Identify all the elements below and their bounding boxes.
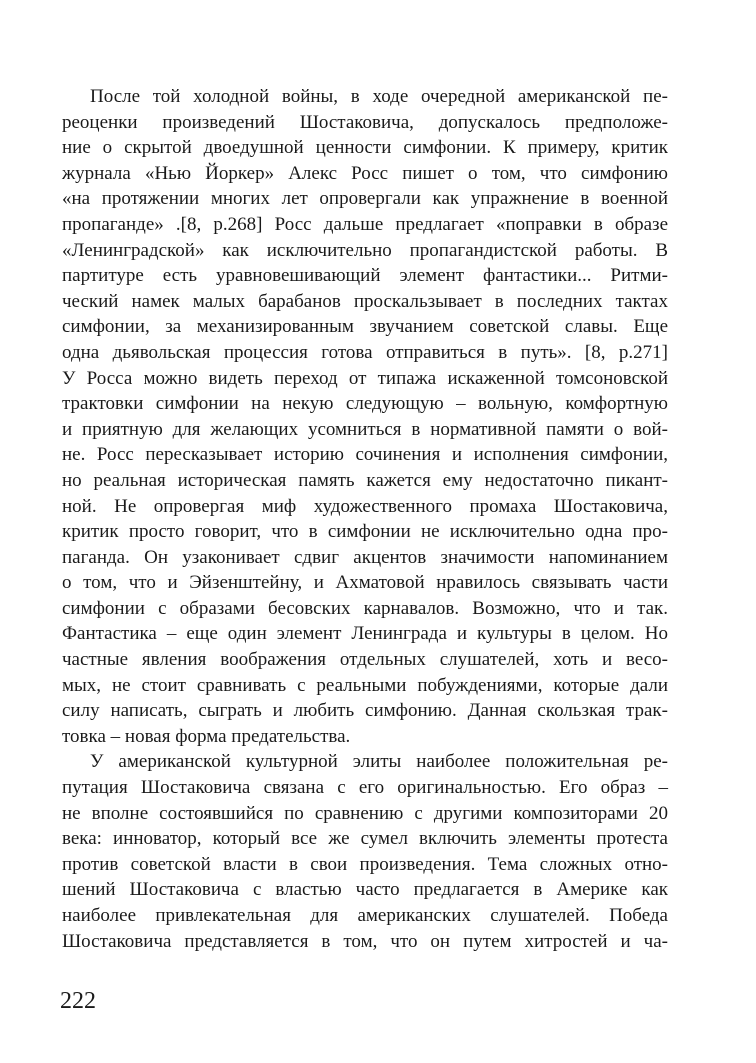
text-line: о том, что и Эйзенштейну, и Ахматовой нравилось связывать части <box>62 572 668 594</box>
text-line: ной. Не опровергая миф художественного промаха Шостаковича, <box>62 495 668 517</box>
text-line: наиболее привлекательная для американских слушателей. Победа <box>62 905 668 926</box>
text-line: У американской культурной элиты наиболее положительная ре- <box>90 751 668 773</box>
text-line: одна дьявольская процессия готова отправиться в путь». [8, p.271] <box>62 341 668 363</box>
text-line: шений Шостаковича с властью часто предлагается в Америке как <box>62 879 668 901</box>
text-line: симфонии с образами бесовских карнавалов. Возможно, что и так. <box>62 597 668 619</box>
text-line: путация Шостаковича связана с его оригинальностью. Его образ – <box>62 777 668 799</box>
text-line: но реальная историческая память кажется ему недостаточно пикант- <box>62 469 668 491</box>
text-line: против советской власти в свои произведения. Тема сложных отно- <box>62 853 668 875</box>
text-line: симфонии, за механизированным звучанием советской славы. Еще <box>62 316 668 338</box>
paragraph-1 <box>62 84 668 749</box>
text-line: века: инноватор, который все же сумел включить элементы протеста <box>62 828 668 850</box>
page-number: 222 <box>60 988 96 1014</box>
paragraph-2 <box>62 749 668 954</box>
text-line: трактовки симфонии на некую следующую – вольную, комфортную <box>62 393 668 415</box>
text-line: пропаганде» .[8, p.268] Росс дальше предлагает «поправки в образе <box>62 213 668 235</box>
text-line: и приятную для желающих усомниться в нормативной памяти о вой- <box>62 418 668 440</box>
body-text <box>62 84 668 954</box>
text-line: ческий намек малых барабанов проскальзывает в последних тактах <box>62 290 668 312</box>
text-line: После той холодной войны, в ходе очередной американской пе- <box>90 86 668 107</box>
text-line: партитуре есть уравновешивающий элемент фантастики... Ритми- <box>62 265 668 287</box>
text-line: журнала «Нью Йоркер» Алекс Росс пишет о том, что симфонию <box>62 162 668 184</box>
text-line: не вполне состоявшийся по сравнению с другими композиторами 20 <box>62 802 668 824</box>
text-line: «на протяжении многих лет опровергали как упражнение в военной <box>62 188 668 210</box>
text-line: ние о скрытой двоедушной ценности симфонии. К примеру, критик <box>62 137 668 159</box>
text-line: критик просто говорит, что в симфонии не исключительно одна про- <box>62 521 668 543</box>
text-line: Фантастика – еще один элемент Ленинграда и культуры в целом. Но <box>62 623 668 645</box>
text-line: мых, не стоит сравнивать с реальными побуждениями, которые дали <box>62 674 668 696</box>
text-line: не. Росс пересказывает историю сочинения и исполнения симфонии, <box>62 444 668 466</box>
text-line: паганда. Он узаконивает сдвиг акцентов значимости напоминанием <box>62 546 668 568</box>
text-line: Шостаковича представляется в том, что он путем хитростей и ча- <box>62 930 668 952</box>
text-line: реоценки произведений Шостаковича, допускалось предположе- <box>62 111 668 133</box>
text-line: частные явления воображения отдельных слушателей, хоть и весо- <box>62 649 668 671</box>
text-line: У Росса можно видеть переход от типажа искаженной томсоновской <box>62 367 668 389</box>
text-line: «Ленинградской» как исключительно пропагандистской работы. В <box>62 239 668 261</box>
text-line: силу написать, сыграть и любить симфонию. Данная скользкая трак- <box>62 700 668 722</box>
text-line: товка – новая форма предательства. <box>62 725 351 747</box>
